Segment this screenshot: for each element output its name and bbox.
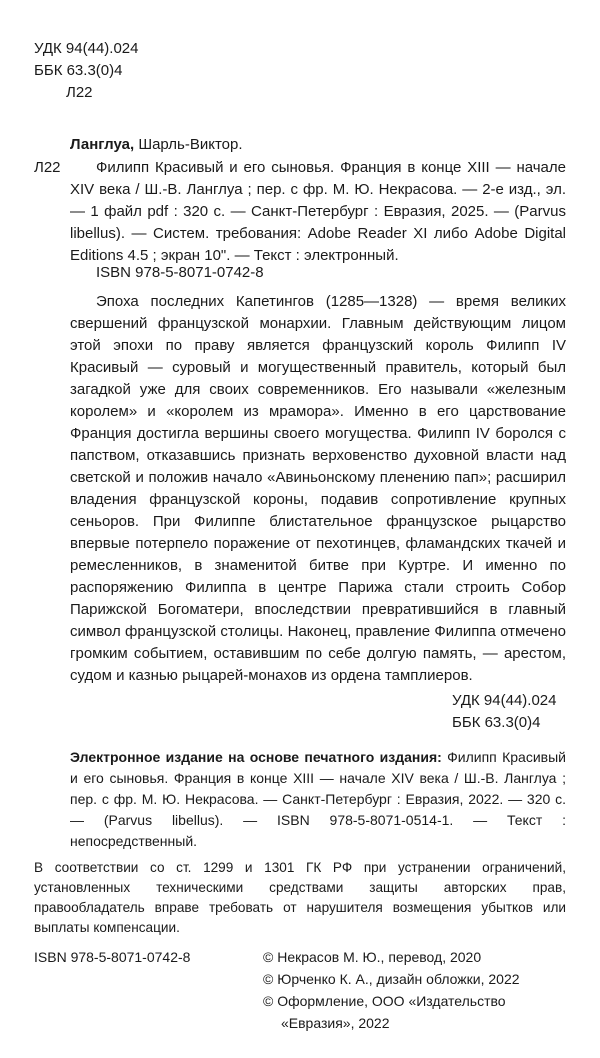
isbn-main: ISBN 978-5-8071-0742-8 xyxy=(96,264,264,281)
author-given-names: Шарль-Виктор. xyxy=(138,136,243,153)
bbk-code: ББК 63.3(0)4 xyxy=(34,62,123,79)
copyright-translation: © Некрасов М. Ю., перевод, 2020 xyxy=(263,949,482,965)
udk-code-right: УДК 94(44).024 xyxy=(452,692,557,709)
author-surname: Ланглуа, xyxy=(70,136,135,153)
copyright-design-continued: «Евразия», 2022 xyxy=(281,1015,390,1031)
print-edition-note xyxy=(70,747,566,852)
annotation: Эпоха последних Капетингов (1285—1328) — время великих свершений французской монархии. Главным действующим лицом этой эпохи по праву является французский король Филипп IV Красивый — суровый и могущественный правитель, который был загадкой уже для своих современников. Его называли «железным королем» и «королем из мрамора». Именно в его царствование Франция достигла вершины своего могущества. Филипп IV боролся с папством, отказавшись признать верховенство духовной власти над светской и положив начало «Авиньонскому пленению пап»; расширил владения французской короны, подавив сопротивление крупных сеньоров. При Филиппе блистательное французское рыцарство впервые потерпело поражение от пехотинцев, фламандских ткачей и ремесленников, в знаменитой битве при Куртре. И именно по распоряжению Филиппа в центре Парижа стали строить Собор Парижской Богоматери, впоследствии превратившийся в главный символ французской столицы. Наконец, правление Филиппа отмечено громким событием, оставившим по себе долгую память, — арестом, судом и казнью рыцарей-монахов из ордена тамплиеров. xyxy=(70,293,566,684)
copyright-block xyxy=(263,946,573,1034)
isbn-bottom: ISBN 978-5-8071-0742-8 xyxy=(34,949,191,965)
classification-codes-right xyxy=(452,690,556,734)
copyright-cover: © Юрченко К. А., дизайн обложки, 2022 xyxy=(263,971,520,987)
print-edition-label: Электронное издание на основе печатного издания: xyxy=(70,749,442,765)
legal-notice: В соответствии со ст. 1299 и 1301 ГК РФ при устранении ограничений, установленных техническими средствами защиты авторских прав, правообладатель вправе требовать от нарушителя возмещения убытков или выплаты компенсации. xyxy=(34,860,566,935)
author-heading xyxy=(70,134,243,156)
side-author-mark: Л22 xyxy=(34,159,61,176)
author-mark: Л22 xyxy=(66,84,93,101)
copyright-design: © Оформление, ООО «Издательство xyxy=(263,993,506,1009)
udk-code: УДК 94(44).024 xyxy=(34,40,139,57)
print-edition-text: Филипп Красивый и его сыновья. Франция в конце XIII — начале XIV века / Ш.-В. Ланглуа ; пер. с фр. М. Ю. Некрасова. — Санкт-Петербург : Евразия, 2022. — 320 с. — (Parvus libellus). — ISBN 978-5-8071-0514-1. — Текст : непосредственный. xyxy=(70,749,566,849)
bbk-code-right: ББК 63.3(0)4 xyxy=(452,714,541,731)
classification-codes-top xyxy=(34,38,138,104)
bibliographic-description: Филипп Красивый и его сыновья. Франция в конце XIII — начале XIV века / Ш.-В. Ланглуа ; пер. с фр. М. Ю. Некрасова. — 2-е изд., эл. — 1 файл pdf : 320 с. — Санкт-Петербург : Евразия, 2025. — (Parvus libellus). — Систем. требования: Adobe Reader XI либо Adobe Digital Editions 4.5 ; экран 10". — Текст : электронный. xyxy=(70,159,566,264)
